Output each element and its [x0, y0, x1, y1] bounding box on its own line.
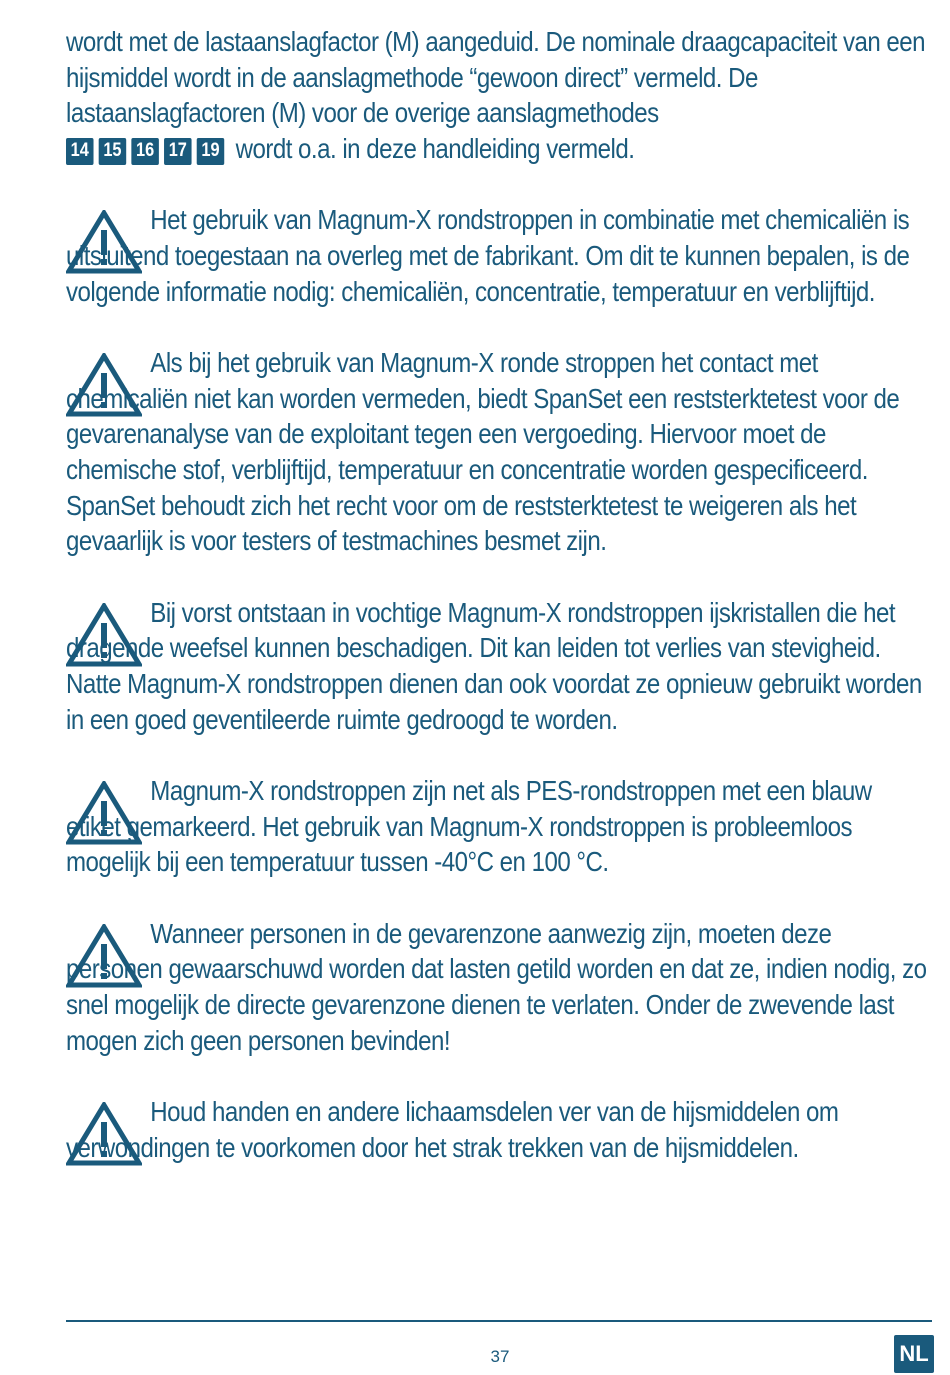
- method-badge-17: 17: [164, 138, 192, 165]
- page-content: [66, 24, 932, 1201]
- method-badge-19: 19: [197, 138, 225, 165]
- warning-block-danger-zone: [66, 916, 932, 1058]
- intro-text-b: wordt o.a. in deze handleiding vermeld.: [235, 132, 635, 164]
- warning-block-frost: [66, 595, 932, 737]
- warning-text: Wanneer personen in de gevarenzone aanwezig zijn, moeten deze personen gewaarschuwd worden dat lasten getild worden en dat ze, indien nodig, zo snel mogelijk de directe gevarenzone dienen te verlaten. Onder de zwevende last mogen zich geen personen bevinden!: [66, 917, 927, 1056]
- intro-paragraph: [66, 24, 932, 166]
- footer-divider: [66, 1320, 932, 1322]
- intro-text-a: wordt met de lastaanslagfactor (M) aangeduid. De nominale draagcapaciteit van een hijsmiddel wordt in de aanslagmethode “gewoon direct” vermeld. De lastaanslagfactoren (M) voor de overige aanslagmethodes: [66, 26, 926, 129]
- method-badge-14: 14: [66, 138, 94, 165]
- language-badge: NL: [894, 1335, 934, 1373]
- warning-block-chemicals: [66, 202, 932, 309]
- warning-text: Houd handen en andere lichaamsdelen ver van de hijsmiddelen om verwondingen te voorkomen door het strak trekken van de hijsmiddelen.: [66, 1096, 839, 1163]
- warning-text: Bij vorst ontstaan in vochtige Magnum-X rondstroppen ijskristallen die het dragende weefsel kunnen beschadigen. Dit kan leiden tot verlies van stevigheid. Natte Magnum-X rondstroppen dienen dan ook voordat ze opnieuw gebruikt worden in een goed geventileerde ruimte gedroogd te worden.: [66, 596, 922, 735]
- warning-block-temperature: [66, 773, 932, 880]
- warning-block-hands: [66, 1094, 932, 1165]
- method-badge-15: 15: [99, 138, 127, 165]
- warning-block-residual-strength: [66, 345, 932, 559]
- warning-text: Het gebruik van Magnum-X rondstroppen in combinatie met chemicaliën is uitsluitend toegestaan na overleg met de fabrikant. Om dit te kunnen bepalen, is de volgende informatie nodig: chemicaliën, concentratie, temperatuur en verblijftijd.: [66, 204, 910, 307]
- page-number: 37: [490, 1347, 510, 1366]
- warning-text: Magnum-X rondstroppen zijn net als PES-rondstroppen met een blauw etiket gemarkeerd. Het gebruik van Magnum-X rondstroppen is probleemloos mogelijk bij een temperatuur tussen -40°C en 100 °C.: [66, 775, 872, 878]
- method-badge-16: 16: [131, 138, 159, 165]
- warning-text: Als bij het gebruik van Magnum-X ronde stroppen het contact met chemicaliën niet kan worden vermeden, biedt SpanSet een reststerktetest voor de gevarenanalyse van de exploitant tegen een vergoeding. Hiervoor moet de chemische stof, verblijftijd, temperatuur en concentratie worden gespecificeerd. SpanSet behoudt zich het recht voor om de reststerktetest te weigeren als het gevaarlijk is voor testers of testmachines besmet zijn.: [66, 347, 900, 557]
